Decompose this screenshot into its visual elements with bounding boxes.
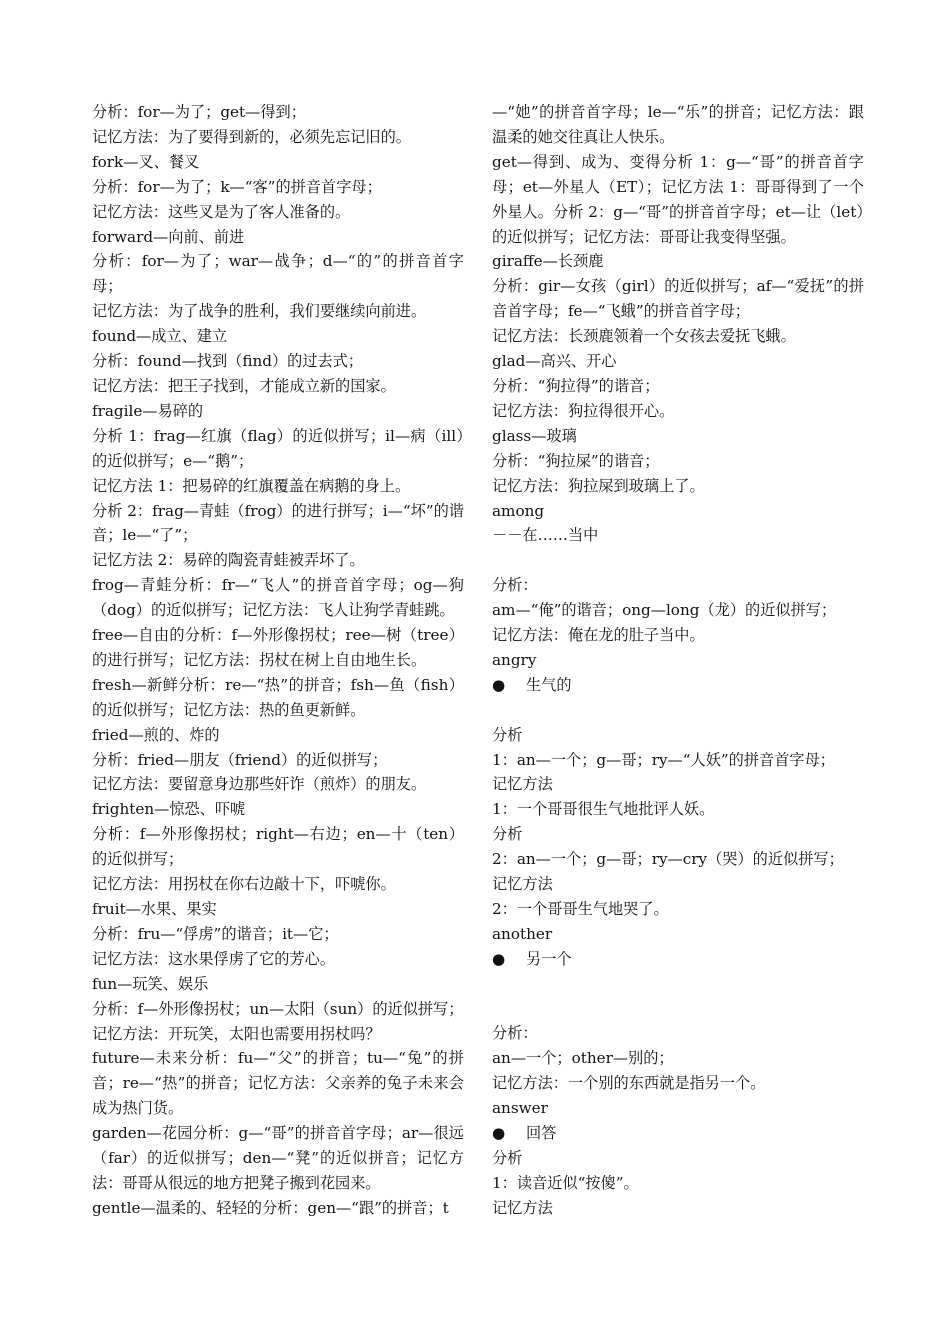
bullet-icon: ●	[492, 1124, 506, 1143]
blank-line	[492, 548, 864, 573]
text-line: －－在……当中	[492, 526, 599, 545]
bullet-item	[492, 1121, 864, 1146]
text-line: get—得到、成为、变得分析 1：g—“哥”的拼音首字母；et—外星人（ET）；记忆方法 1：哥哥得到了一个外星人。分析 2：g—“哥”的拼音首字母；et—让（let）的近似拼写；记忆方法：哥哥让我变得坚强。	[492, 152, 864, 246]
text-line: 记忆方法 2：易碎的陶瓷青蛙被弄坏了。	[92, 551, 365, 570]
text-line: giraffe—长颈鹿	[492, 252, 604, 271]
text-line: 分析：fru—“俘虏”的谐音；it—它；	[92, 924, 339, 943]
text-line: 分析	[492, 725, 523, 744]
text-line: 记忆方法：把王子找到，才能成立新的国家。	[92, 376, 396, 395]
text-line: 分析：gir—女孩（girl）的近似拼写；af—“爱抚”的拼音首字母；fe—“飞蛾”的拼音首字母；	[492, 277, 864, 321]
text-line: 记忆方法：要留意身边那些奸诈（煎炸）的朋友。	[92, 775, 427, 794]
bullet-icon: ●	[492, 675, 506, 694]
text-line: 分析：f—外形像拐杖；un—太阳（sun）的近似拼写；	[92, 999, 464, 1018]
text-line: 分析：	[492, 1024, 538, 1043]
text-line: 记忆方法：长颈鹿领着一个女孩去爱抚飞蛾。	[492, 327, 796, 346]
bullet-item	[492, 947, 864, 972]
blank-line	[492, 997, 864, 1022]
text-line: 2：一个哥哥生气地哭了。	[492, 899, 669, 918]
text-line: 分析	[492, 1149, 523, 1167]
text-line: garden—花园分析：g—“哥”的拼音首字母；ar—很远（far）的近似拼写；den—“凳”的近似拼音；记忆方法：哥哥从很远的地方把凳子搬到花园来。	[92, 1124, 464, 1192]
text-line: 记忆方法：这些叉是为了客人准备的。	[92, 202, 351, 221]
text-line: 记忆方法：狗拉屎到玻璃上了。	[492, 476, 705, 495]
text-line: 记忆方法	[492, 875, 553, 894]
text-line: found—成立、建立	[92, 327, 228, 346]
bullet-text: 回答	[526, 1124, 557, 1143]
text-line: forward—向前、前进	[92, 227, 245, 246]
text-line: 分析：for—为了；war—战争；d—“的”的拼音首字母；	[92, 252, 464, 296]
text-line: fork—叉、餐叉	[92, 152, 200, 171]
text-line: angry	[492, 650, 537, 669]
text-line: 记忆方法：为了战争的胜利，我们要继续向前进。	[92, 302, 427, 321]
text-line: 分析	[492, 825, 523, 844]
text-line: 记忆方法：这水果俘虏了它的芳心。	[92, 949, 335, 968]
text-line: glad—高兴、开心	[492, 352, 617, 371]
text-line: 记忆方法：俺在龙的肚子当中。	[492, 626, 705, 645]
text-line: frog—青蛙分析：fr—“飞人”的拼音首字母；og—狗（dog）的近似拼写；记忆方法：飞人让狗学青蛙跳。	[92, 576, 464, 620]
text-line: 分析：	[492, 576, 538, 595]
text-line: 分析：for—为了；k—“客”的拼音首字母；	[92, 177, 382, 196]
text-line: free—自由的分析：f—外形像拐杖；ree—树（tree）的进行拼写；记忆方法：拐杖在树上自由地生长。	[92, 626, 464, 669]
text-line: future—未来分析：fu—“父”的拼音；tu—“兔”的拼音；re—“热”的拼音；记忆方法：父亲养的兔子未来会成为热门货。	[92, 1049, 464, 1118]
text-line: another	[492, 924, 553, 943]
text-line: —“她”的拼音首字母；le—“乐”的拼音；记忆方法：跟温柔的她交往真让人快乐。	[492, 103, 864, 146]
bullet-text: 另一个	[526, 949, 572, 968]
text-line: 记忆方法	[492, 775, 553, 794]
text-line: am—“俺”的谐音；ong—long（龙）的近似拼写；	[492, 601, 837, 620]
text-line: frighten—惊恐、吓唬	[92, 800, 246, 819]
text-line: 记忆方法：狗拉得很开心。	[492, 401, 675, 420]
text-line: fried—煎的、炸的	[92, 725, 220, 744]
text-line: 分析：“狗拉屎”的谐音；	[492, 451, 660, 470]
text-line: 记忆方法：开玩笑，太阳也需要用拐杖吗？	[92, 1024, 381, 1043]
left-column	[92, 100, 464, 1221]
text-line: 2：an—一个；g—哥；ry—cry（哭）的近似拼写；	[492, 850, 844, 869]
text-line: 记忆方法：一个别的东西就是指另一个。	[492, 1074, 766, 1093]
text-line: fruit—水果、果实	[92, 900, 217, 918]
text-line: 记忆方法：用拐杖在你右边敲十下，吓唬你。	[92, 875, 396, 894]
text-line: 1：读音近似“按傻”。	[492, 1173, 639, 1192]
text-line: 记忆方法	[492, 1198, 553, 1217]
right-column	[492, 100, 864, 1221]
text-line: 1：an—一个；g—哥；ry—“人妖”的拼音首字母；	[492, 750, 835, 769]
text-line: fragile—易碎的	[92, 401, 204, 420]
bullet-item	[492, 673, 864, 698]
text-line: 分析：found—找到（find）的过去式；	[92, 352, 364, 371]
text-line: 记忆方法 1：把易碎的红旗覆盖在病鹅的身上。	[92, 476, 411, 495]
text-line: 记忆方法：为了要得到新的，必须先忘记旧的。	[92, 127, 411, 146]
text-line: glass—玻璃	[492, 426, 577, 445]
text-line: fresh—新鲜分析：re—“热”的拼音；fsh—鱼（fish）的近似拼写；记忆方法：热的鱼更新鲜。	[92, 675, 464, 719]
text-line: 分析 1：frag—红旗（flag）的近似拼写；il—病（ill）的近似拼写；e—“鹅”；	[92, 426, 464, 470]
text-line: 分析：“狗拉得”的谐音；	[492, 376, 660, 395]
text-line: 1：一个哥哥很生气地批评人妖。	[492, 800, 715, 819]
text-line: an—一个；other—别的；	[492, 1049, 674, 1068]
bullet-text: 生气的	[526, 675, 572, 694]
text-line: 分析：fried—朋友（friend）的近似拼写；	[92, 750, 388, 769]
text-line: 分析：for—为了；get—得到；	[92, 103, 306, 121]
blank-line	[492, 698, 864, 723]
text-line: fun—玩笑、娱乐	[92, 974, 209, 993]
bullet-icon: ●	[492, 949, 506, 968]
blank-line	[492, 972, 864, 997]
text-line: answer	[492, 1099, 548, 1118]
text-line: 分析：f—外形像拐杖；right—右边；en—十（ten）的近似拼写；	[92, 825, 464, 869]
text-line: gentle—温柔的、轻轻的分析：gen—“跟”的拼音；t	[92, 1198, 449, 1217]
text-line: 分析 2：frag—青蛙（frog）的进行拼写；i—“坏”的谐音；le—“了”；	[92, 501, 464, 545]
text-line: among	[492, 501, 545, 520]
